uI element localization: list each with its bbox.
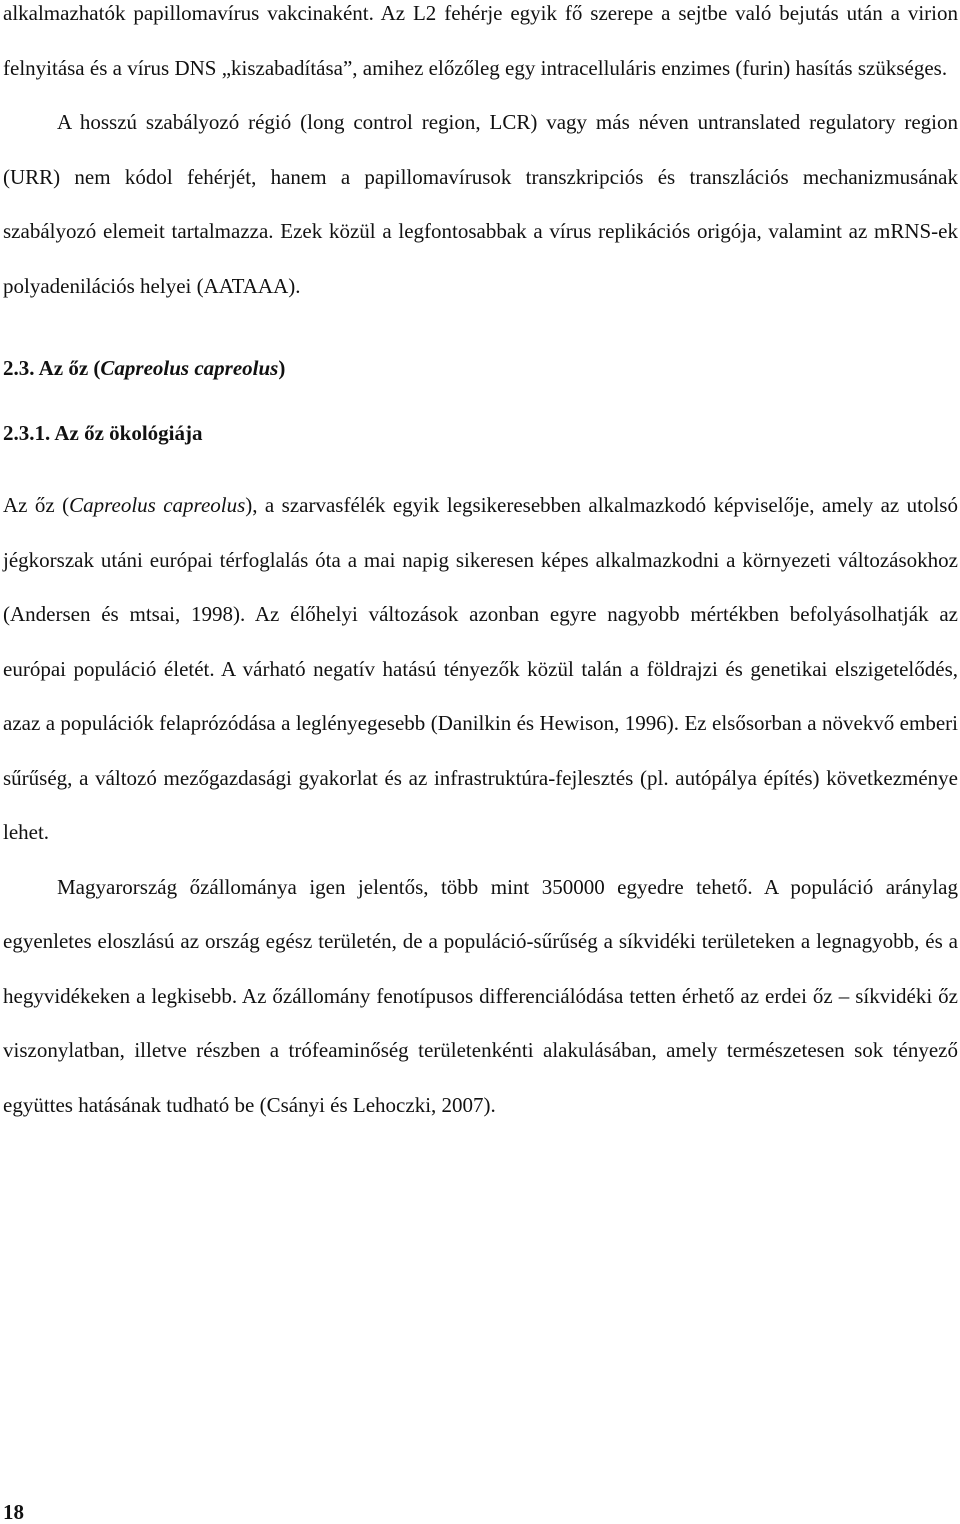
page-content [3, 0, 958, 1132]
section-heading-text: 2.3. Az őz ( [3, 356, 101, 380]
paragraph-ecology-lead: Az őz ( [3, 493, 70, 517]
section-heading-latin: Capreolus capreolus [100, 356, 279, 380]
paragraph-ecology [3, 478, 958, 860]
paragraph-ecology-latin: Capreolus capreolus [69, 493, 246, 517]
subsection-heading: 2.3.1. Az őz ökológiája [3, 420, 203, 445]
paragraph-hungary: Magyarország őzállománya igen jelentős, több mint 350000 egyedre tehető. A populáció aránylag egyenletes eloszlású az ország egész területén, de a populáció-sűrűség a síkvidéki területeken a legnagyobb, és a hegyvidékeken a legkisebb. Az őzállomány fenotípusos differenciálódása tetten érhető az erdei őz – síkvidéki őz viszonylatban, illetve részben a trófeaminőség területenkénti alakulásában, amely természetesen sok tényező együttes hatásának tudható be (Csányi és Lehoczki, 2007). [3, 874, 958, 1117]
page-number: 18 [3, 1500, 24, 1524]
paragraph-lcr: A hosszú szabályozó régió (long control region, LCR) vagy más néven untranslated regulatory region (URR) nem kódol fehérjét, hanem a papillomavírusok transzkripciós és transzlációs mechanizmusának szabályozó elemeit tartalmazza. Ezek közül a legfontosabbak a vírus replikációs origója, valamint az mRNS-ek polyadenilációs helyei (AATAAA). [3, 110, 958, 298]
paragraph-ecology-rest: ), a szarvasfélék egyik legsikeresebben alkalmazkodó képviselője, amely az utolsó jégkorszak utáni európai térfoglalás óta a mai napig sikeresen képes alkalmazkodni a környezeti változásokhoz (Andersen és mtsai, 1998). Az élőhelyi változások azonban egyre nagyobb mértékben befolyásolhatják az európai populáció életét. A várható negatív hatású tényezők közül talán a földrajzi és genetikai elszigetelődés, azaz a populációk felaprózódása a leglényegesebb (Danilkin és Hewison, 1996). Ez elsősorban a növekvő emberi sűrűség, a változó mezőgazdasági gyakorlat és az infrastruktúra-fejlesztés (pl. autópálya építés) következménye lehet. [3, 493, 958, 844]
section-heading [3, 341, 958, 396]
paragraph-continuation: alkalmazhatók papillomavírus vakcinaként. Az L2 fehérje egyik fő szerepe a sejtbe való bejutás után a virion felnyitása és a vírus DNS „kiszabadítása”, amihez előzőleg egy intracelluláris enzimes (furin) hasítás szükséges. [3, 1, 958, 80]
section-heading-close: ) [278, 356, 286, 380]
